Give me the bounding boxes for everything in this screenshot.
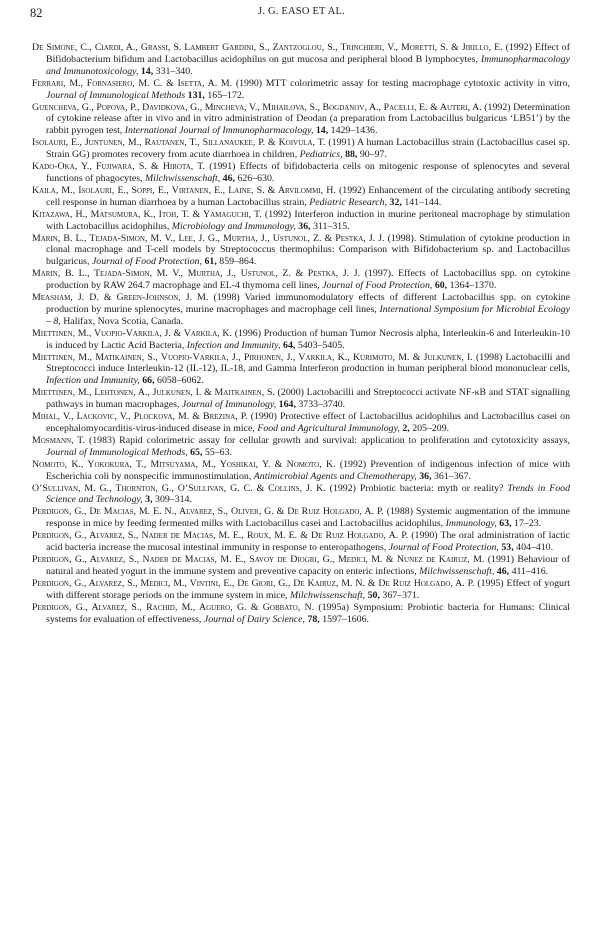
reference-item [32, 328, 570, 352]
reference-item [32, 352, 570, 388]
reference-volume: 32, [389, 196, 402, 208]
reference-authors: Perdigon, G., Alvarez, S., Medici, M., Vintini, E., De Giori, G., De Kairuz, M. N. & De Ruiz Holgado, A. P. [32, 577, 475, 589]
reference-title: Interferon induction in murine peritoneal macrophage by stimulation with Lactobacillus acidophilus, [46, 208, 571, 232]
reference-year: (1990) [235, 77, 263, 89]
reference-item [32, 102, 570, 138]
reference-item [32, 554, 570, 578]
reference-authors: Perdigon, G., Alvarez, S., Nader de Macias, M. E., Savoy de Diogri, G., Medici, M. & Nunez de Kairuz, M. [32, 553, 485, 565]
reference-pages: 5403–5405. [297, 339, 345, 351]
reference-authors: Ferrari, M., Fornasiero, M. C. & Isetta, A. M. [32, 77, 233, 89]
reference-authors: O’Sullivan, M. G., Thornton, G., O’Sullivan, G. C. & Collins, J. K. [32, 482, 326, 494]
reference-item [32, 578, 570, 602]
reference-item [32, 209, 570, 233]
reference-authors: Kaila, M., Isolauri, E., Soppi, E., Virtanen, E., Laine, S. & Arvilommi, H. [32, 184, 336, 196]
reference-authors: Guencheva, G., Popova, P., Davidkova, G., Mincheva, V., Mihailova, S., Bogdanov, A., Pacelli, E. & Auteri, A. [32, 101, 482, 113]
reference-journal: International Symposium for Microbial Ecology – 8, [46, 303, 571, 327]
reference-item [32, 483, 570, 507]
reference-title: Effect of yogurt with different storage periods on the immune system in mice, [46, 577, 570, 601]
reference-year: (1992) [264, 208, 292, 220]
reference-item [32, 42, 570, 78]
reference-volume: 88, [345, 149, 358, 161]
reference-pages: 859–864. [219, 256, 257, 268]
reference-authors: Perdigon, G., Alvarez, S., Nader de Macias, M. E., Roux, M. E. & De Ruiz Holgado, A. P. [32, 530, 409, 542]
reference-volume: 164, [278, 399, 296, 411]
reference-year: (1995) [477, 577, 504, 589]
reference-title: The oral administration of lactic acid bacteria increase the mucosal intestinal immunity in response to enteropathogens, [46, 530, 570, 554]
reference-authors: Miettinen, M., Vuopio-Varkila, J. & Varkila, K. [32, 327, 233, 339]
reference-pages: 6058–6062. [157, 375, 204, 387]
reference-item [32, 292, 570, 328]
reference-authors: Miettinen, M., Matikainen, S., Vuopio-Varkila, J., Pirhonen, J., Varkila, K., Kurimoto, M. & Julkunen, I. [32, 351, 473, 363]
reference-year: (1998) [213, 292, 240, 304]
reference-title: Effects of Lactobacillus spp. on cytokine production by RAW 264.7 macrophage and EL-4 thymoma cell lines, [46, 268, 570, 292]
reference-journal: Pediatrics, [299, 149, 343, 161]
reference-volume: 65, [190, 446, 203, 458]
reference-title: Symposium: Probiotic bacteria for Humans: Clinical systems for evaluation of effectiveness, [46, 601, 570, 625]
reference-title: Protective effect of Lactobacillus acidophilus and Lactobacillus casei on encephalomyocarditis-virus-induced disease in mice, [46, 411, 570, 434]
reference-authors: Kado-Oka, Y., Fujiwara, S. & Hirota, T. [32, 161, 205, 173]
reference-volume: 66, [142, 375, 155, 387]
reference-journal: Microbiology and Immunology, [171, 220, 296, 232]
reference-journal: Infection and Immunity, [46, 375, 140, 387]
reference-item [32, 78, 570, 102]
reference-pages: 205–209. [412, 423, 450, 434]
reference-volume: 46, [222, 172, 235, 184]
reference-volume: 46, [496, 565, 510, 577]
reference-journal: Immunopharmacology and Immunotoxicology, [46, 53, 570, 77]
reference-year: (1991) [487, 553, 515, 565]
reference-year: (1992) [339, 184, 366, 196]
reference-item [32, 411, 570, 435]
page-number: 82 [30, 6, 43, 20]
reference-authors: Isolauri, E., Juntunen, M., Rautanen, T., Sillanaukee, P. & Koivula, T. [32, 137, 326, 149]
reference-year: (1992) [484, 101, 511, 113]
reference-item [32, 161, 570, 185]
reference-year: (1997). [364, 268, 394, 280]
page-header [30, 6, 573, 22]
reference-volume: 78, [307, 613, 320, 625]
reference-pages: 1364–1370. [449, 280, 497, 292]
reference-item [32, 137, 570, 161]
reference-journal: Infection and Immunity, [186, 339, 281, 351]
reference-pages: Halifax, Nova Scotia, Canada. [63, 315, 183, 327]
reference-item [32, 435, 570, 459]
reference-title: Lactobacilli and Streptococci activate NF-κB and STAT signalling pathways in human macrophages, [46, 387, 570, 411]
reference-year: (2000) [277, 387, 304, 399]
reference-title: Systemic augmentation of the immune response in mice by feeding fermented milks with Lactobacillus casei and Lactobacillus acidophilus, [46, 506, 570, 530]
reference-journal: Milchwissenschaft, [289, 589, 366, 601]
reference-volume: 14, [140, 65, 154, 77]
reference-pages: 404–410. [516, 542, 554, 554]
reference-authors: De Simone, C., Ciardi, A., Grassi, S. Lambert Gardini, S., Zantzoglou, S., Trinchieri, V., Moretti, S. & Jirillo, E. [32, 42, 503, 53]
reference-authors: Mosmann, T. [32, 434, 86, 446]
reference-title: Prevention of indigenous infection of mice with Escherichia coli by nonspecific immunostimulation, [46, 458, 570, 482]
reference-title: Behaviour of natural and heated yogurt in the immune system and preventive capacity on enteric infections, [46, 553, 570, 577]
reference-journal: Food and Agricultural Immunology, [257, 423, 400, 434]
reference-journal: Milchwissenschaft, [419, 565, 495, 577]
reference-volume: 131, [187, 89, 205, 101]
reference-journal: Antimicrobial Agents and Chemotherapy, [253, 470, 417, 482]
reference-journal: Pediatric Research, [309, 196, 388, 208]
reference-title: Effects of bifidobacteria cells on mitogenic response of splenocytes and several functions of phagocytes, [46, 161, 571, 184]
reference-pages: 165–172. [207, 89, 245, 101]
reference-item [32, 459, 570, 483]
reference-item [32, 233, 570, 269]
reference-pages: 331–340. [155, 65, 193, 77]
reference-journal: Journal of Dairy Science, [203, 613, 305, 625]
reference-volume: 60, [434, 280, 448, 292]
reference-item [32, 185, 570, 209]
reference-year: (1990) [411, 530, 438, 542]
reference-pages: 361–367. [434, 470, 471, 482]
reference-journal: Journal of Food Protection, [322, 280, 433, 292]
reference-volume: 36, [419, 470, 432, 482]
reference-item [32, 268, 570, 292]
reference-year: (1991) [328, 137, 355, 149]
reference-item [32, 530, 570, 554]
reference-journal: Immunology, [445, 518, 497, 530]
reference-volume: 2, [402, 423, 410, 434]
reference-item [32, 387, 570, 411]
reference-title: A human Lactobacillus strain (Lactobacillus casei sp. Strain GG) promotes recovery from acute diarrhoea in children, [46, 137, 570, 161]
reference-year: (1998) [476, 351, 503, 363]
reference-journal: Journal of Immunology, [181, 399, 277, 411]
reference-volume: 53, [501, 542, 514, 554]
reference-pages: 1597–1606. [322, 613, 369, 625]
reference-authors: Miettinen, M., Lehtonen, A., Julkunen, I. & Maitkainen, S. [32, 387, 275, 399]
reference-pages: 90–97. [359, 149, 387, 161]
reference-title: Production of human Tumor Necrosis alpha, Interleukin-6 and Interleukin-10 is induced by Lactic Acid Bacteria, [46, 327, 570, 351]
reference-journal: Journal of Immunological Methods [46, 89, 186, 101]
reference-year: (1990) [250, 411, 277, 423]
reference-pages: 141–144. [404, 196, 442, 208]
reference-pages: 309–314. [155, 494, 192, 506]
reference-year: (1991) [209, 161, 236, 173]
reference-journal: Journal of Food Protection, [91, 256, 203, 268]
reference-pages: 626–630. [237, 172, 275, 184]
reference-item [32, 602, 570, 626]
reference-title: Stimulation of cytokine production in clonal macrophage and T-cell models by Streptococcus thermophilus: Comparison with Bifidobacterium sp. and Lactobacillus bulgaricus, [46, 232, 571, 268]
reference-pages: 367–371. [382, 589, 420, 601]
reference-title: Enhancement of the circulating antibody secreting cell response in human diarrhoea by a human Lactobacillus strain, [46, 184, 571, 208]
reference-year: (1998). [387, 232, 417, 244]
reference-year: (1992) [339, 458, 367, 470]
reference-volume: 36, [298, 220, 311, 232]
reference-authors: Marin, B. L., Tejada-Simon, M. V., Murtha, J., Ustunol, Z. & Pestka, J. J. [32, 268, 361, 280]
reference-title: Effect of Bifidobacterium bifidum and Lactobacillus acidophilus on gut mucosa and peripheral blood B lymphocytes, [46, 42, 571, 65]
reference-title: Lactobacilli and Streptococci induce Interleukin-12 (IL-12), IL-18, and Gamma Interferon production in human peripheral blood mononuclear cells, [46, 351, 570, 375]
reference-year: (1983) [88, 434, 116, 446]
reference-item [32, 506, 570, 530]
reference-authors: Perdigon, G., De Macias, M. E. N., Alvarez, S., Oliver, G. & De Ruiz Holgado, A. P. [32, 506, 384, 518]
reference-title: MTT colorimetric assay for testing macrophage cytotoxic activity in vitro, [265, 77, 570, 89]
reference-authors: Measham, J. D. & Green-Johnson, J. M. [32, 292, 209, 304]
reference-journal: Journal of Immunological Methods, [46, 446, 188, 458]
reference-year: (1996) [234, 327, 261, 339]
reference-journal: Journal of Food Protection, [388, 542, 499, 554]
reference-title: Varied immunomodulatory effects of different Lactobacillus spp. on cytokine production by murine splenocytes, murine macrophages and macrophage cell lines, [46, 292, 570, 315]
reference-pages: 311–315. [313, 220, 350, 232]
reference-pages: 17–23. [514, 518, 542, 530]
reference-journal: Milchwissenschaft, [144, 172, 221, 184]
reference-pages: 3733–3740. [298, 399, 346, 411]
reference-pages: 1429–1436. [330, 125, 378, 137]
reference-list [32, 42, 570, 625]
reference-year: (1992) [329, 482, 356, 494]
reference-pages: 55–63. [204, 446, 232, 458]
reference-title: Determination of cytokine release after in vivo and in vitro administration of Deodan (a preparation from Lactobacillus bulgaricus ‘LB51’) by the rabbit pyrogen test, [46, 101, 570, 137]
reference-year: (1992) [505, 42, 532, 53]
reference-volume: 3, [145, 494, 153, 506]
reference-journal: Trends in Food Science and Technology, [46, 482, 571, 506]
reference-volume: 50, [367, 589, 380, 601]
reference-pages: 411–416. [511, 565, 549, 577]
reference-volume: 64, [283, 339, 296, 351]
reference-title: Rapid colorimetric assay for cellular growth and survival: application to proliferation and cytotoxicity assays, [119, 434, 570, 446]
reference-journal: International Journal of Immunopharmacology, [124, 125, 314, 137]
reference-volume: 14, [315, 125, 329, 137]
reference-year: (1988) [386, 506, 413, 518]
reference-authors: Mihal, V., Lackovic, V., Plockova, M. & Brezina, P. [32, 411, 248, 423]
reference-year: (1995a) [318, 601, 350, 613]
reference-authors: Marin, B. L., Tejada-Simon, M. V., Lee, J. G., Murtha, J., Ustunol, Z. & Pestka, J. J. [32, 232, 385, 244]
reference-authors: Kitazawa, H., Matsumura, K., Itoh, T. & Yamaguchi, T. [32, 208, 262, 220]
running-title: J. G. EASO ET AL. [258, 6, 345, 17]
reference-authors: Perdigon, G., Alvarez, S., Rachid, M., Aguero, G. & Gobbato, N. [32, 601, 315, 613]
reference-volume: 61, [204, 256, 217, 268]
reference-volume: 63, [499, 518, 512, 530]
reference-title: Probiotic bacteria: myth or reality? [359, 482, 504, 494]
reference-authors: Nomoto, K., Yokokura, T., Mitsuyama, M., Yoshikai, Y. & Nomoto, K. [32, 458, 336, 470]
